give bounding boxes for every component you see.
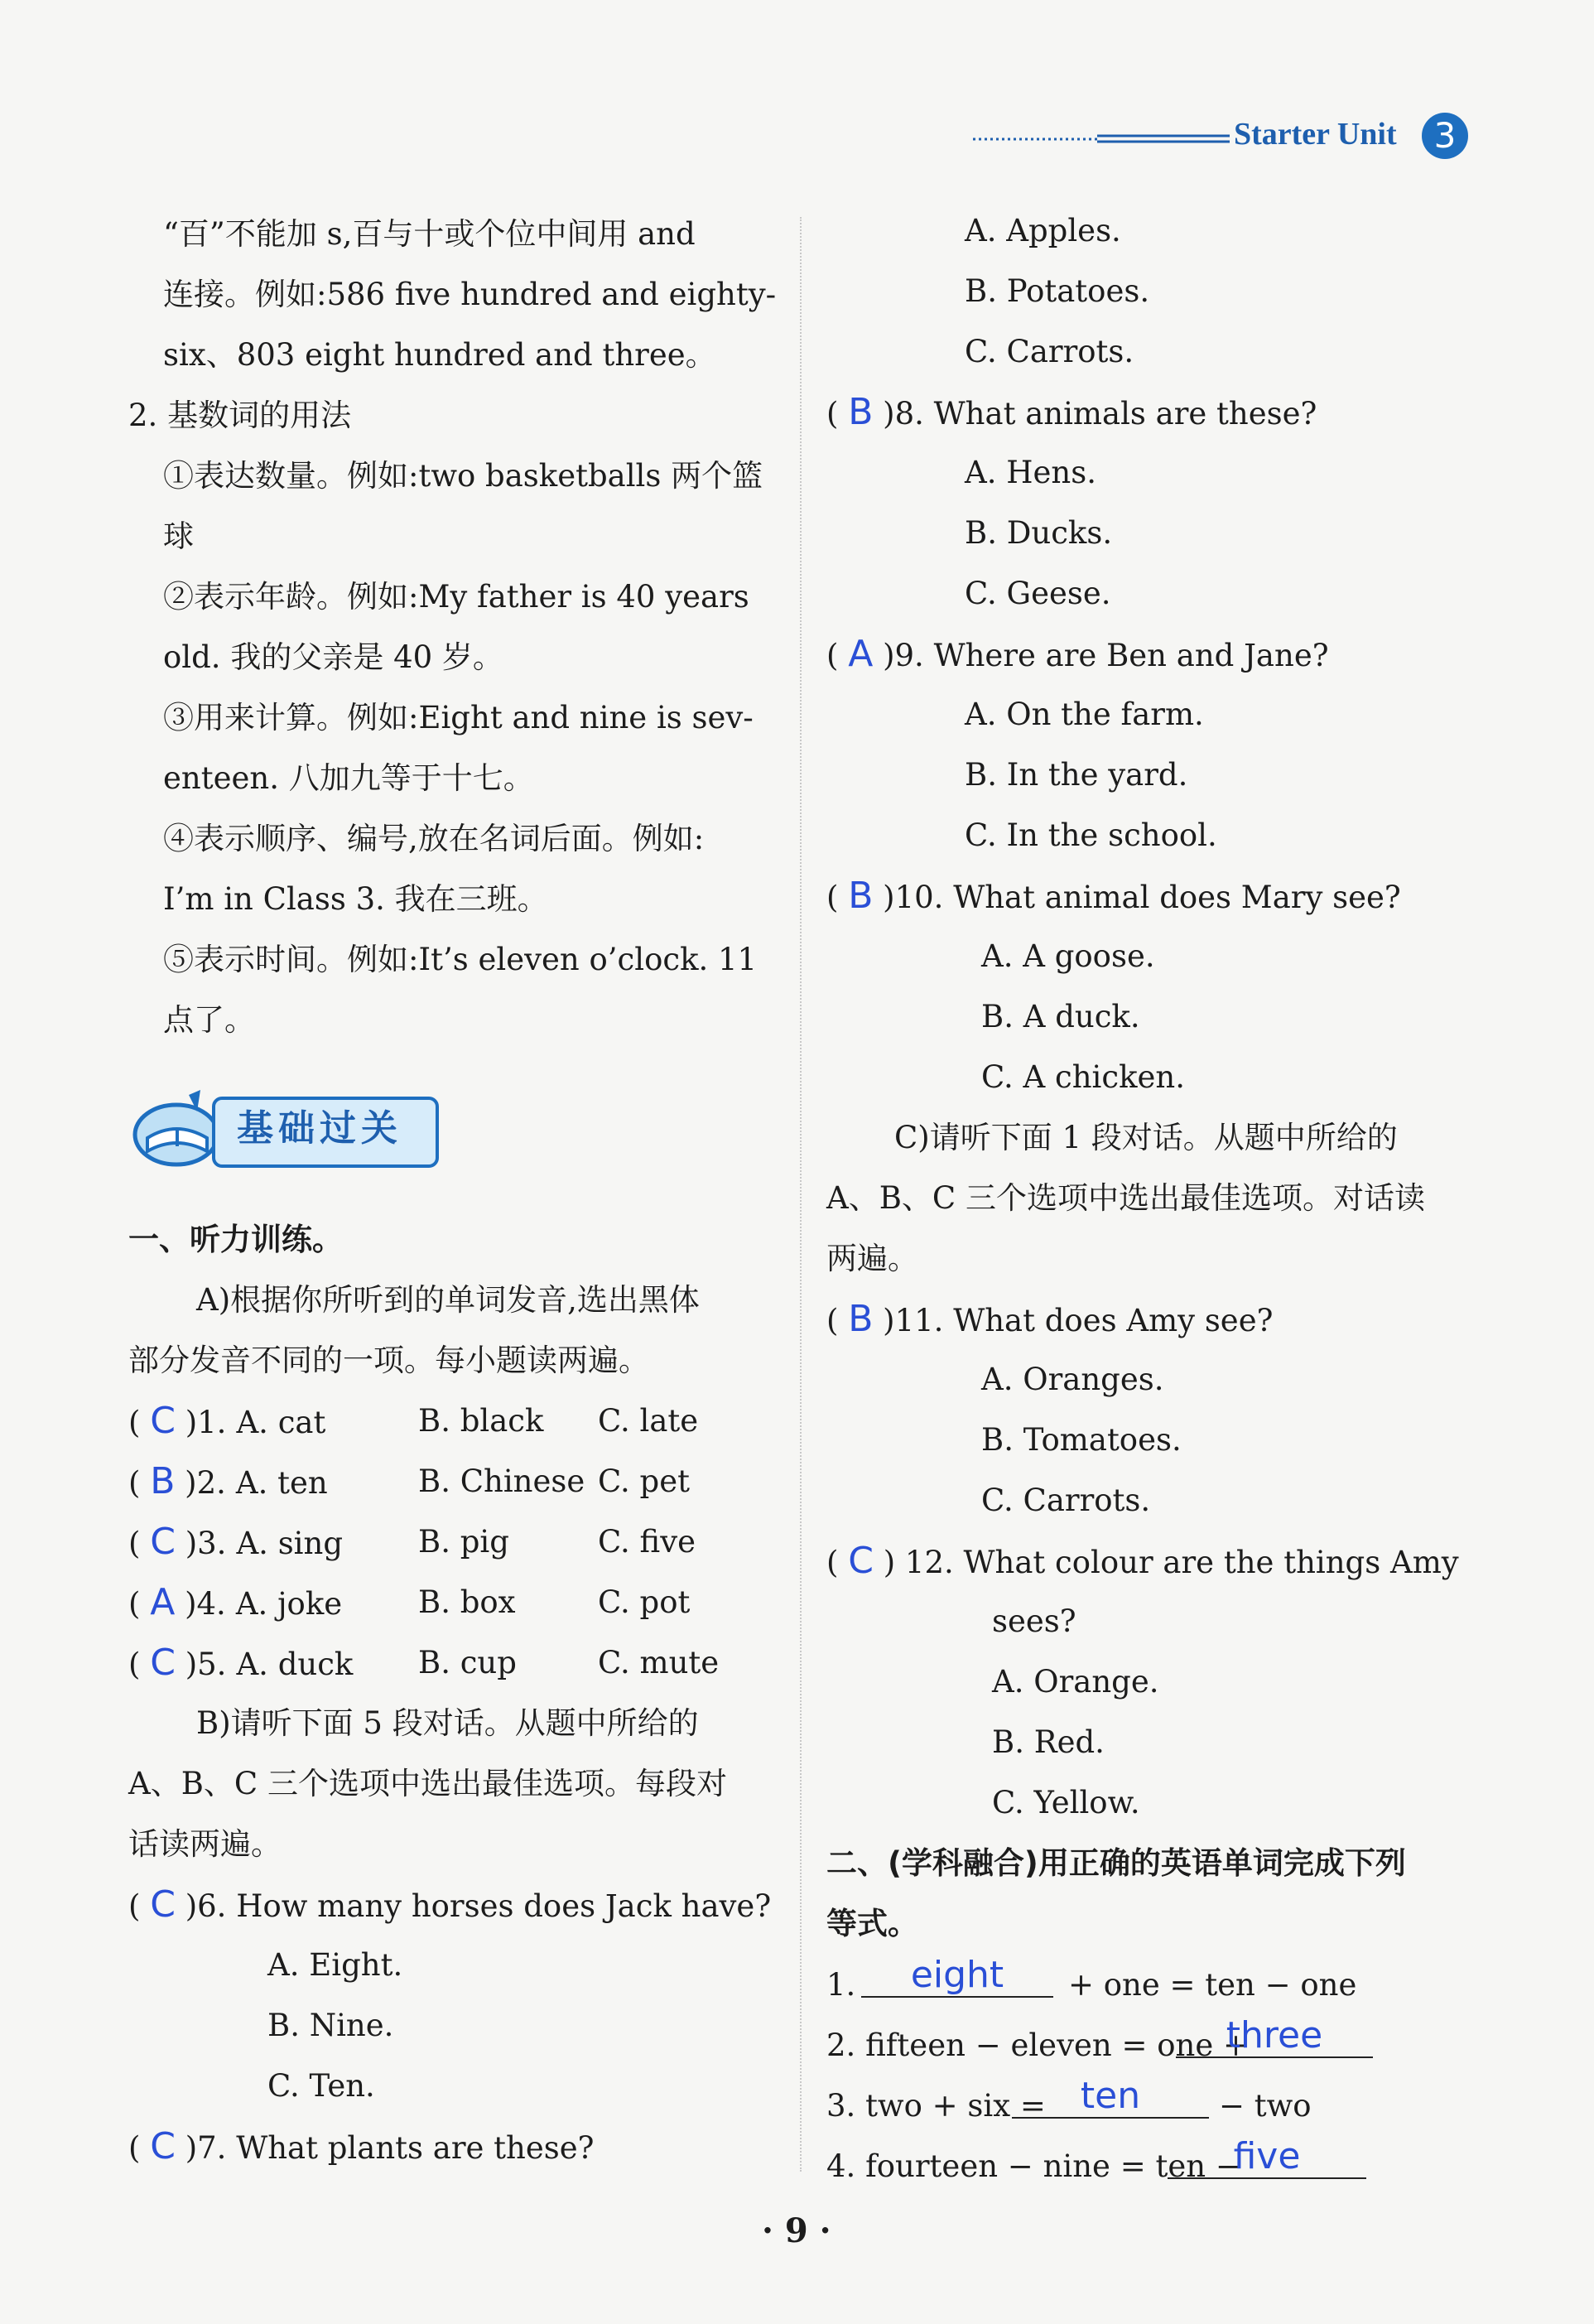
a-item-option-c: C. mute [598,1645,720,1680]
answer-9: A [848,633,874,675]
option: A. Orange. [992,1664,1159,1700]
a-item-answer: A [150,1581,176,1623]
question-11: ( B )11. What does Amy see? [826,1298,1274,1340]
option: A. On the farm. [965,697,1204,732]
answer-12: C [848,1540,874,1582]
equation-2-blank [1176,2056,1373,2058]
equation-2-answer: three [1226,2014,1323,2056]
equation-1-blank [861,1996,1053,1998]
a-item-option-b: B. Chinese [418,1463,585,1499]
part1-b-intro: A、B、C 三个选项中选出最佳选项。每段对 [128,1766,727,1801]
question-6: ( C )6. How many horses does Jack have? [128,1883,772,1926]
equation-2-prefix: 2. fifteen − eleven = one + [826,2027,1249,2063]
a-item-3: ( C )3. A. sing [128,1521,344,1563]
equation-4-blank [1168,2177,1366,2179]
question-8: ( B )8. What animals are these? [826,391,1317,433]
section-banner-label: 基础过关 [237,1107,402,1150]
a-item-1: ( C )1. A. cat [128,1400,326,1442]
note-line: 连接。例如:586 five hundred and eighty- [163,277,777,312]
a-item-option-b: B. box [418,1584,516,1620]
option: C. A chicken. [981,1059,1186,1095]
question-10: ( B )10. What animal does Mary see? [826,875,1401,917]
equation-1-answer: eight [910,1954,1004,1996]
a-item-option-c: C. late [598,1403,699,1439]
a-item-5: ( C )5. A. duck [128,1642,354,1684]
option: A. A goose. [981,938,1155,974]
equation-3-suffix: − two [1219,2088,1312,2124]
a-item-4: ( A )4. A. joke [128,1581,343,1623]
a-item-option-a: A. joke [235,1586,343,1622]
book-icon [131,1087,222,1169]
a-item-number: )2. [185,1465,226,1501]
answer-6: C [150,1883,176,1926]
a-item-answer: B [150,1460,176,1502]
option: B. In the yard. [965,757,1188,793]
column-divider [800,217,802,2172]
question-12: ( C ) 12. What colour are the things Amy [826,1540,1459,1582]
a-item-option-c: C. pet [598,1463,690,1499]
equation-1-prefix: 1. [826,1967,856,2003]
a-item-option-a: A. sing [236,1526,344,1561]
option: C. Ten. [267,2068,375,2104]
note-line: six、803 eight hundred and three。 [163,337,716,373]
note-line: enteen. 八加九等于十七。 [163,760,534,796]
note-line: ③用来计算。例如:Eight and nine is sev- [163,700,754,735]
option: A. Oranges. [981,1362,1164,1397]
question-7: ( C )7. What plants are these? [128,2125,595,2167]
a-item-answer: C [150,1642,176,1684]
header-dotted-line [973,131,1230,147]
a-item-number: )3. [185,1526,227,1561]
option: A. Eight. [267,1947,403,1983]
answer-11: B [848,1298,874,1340]
part1-a-intro: A)根据你所听到的单词发音,选出黑体 [196,1282,700,1318]
note-line: 球 [163,518,194,554]
a-item-number: )5. [185,1647,227,1682]
note-heading: 2. 基数词的用法 [128,398,352,433]
a-item-number: )1. [185,1405,227,1440]
a-item-option-c: C. pot [598,1584,691,1620]
option: C. Carrots. [981,1483,1151,1518]
a-item-option-b: B. black [418,1403,544,1439]
option: B. A duck. [981,999,1140,1034]
a-item-2: ( B )2. A. ten [128,1460,328,1502]
part2-title: 等式。 [826,1906,918,1941]
part1-title: 一、听力训练。 [128,1222,343,1257]
note-line: ⑤表示时间。例如:It’s eleven o’clock. 11 [163,942,758,977]
note-line: 点了。 [163,1002,255,1038]
note-line: I’m in Class 3. 我在三班。 [163,881,548,917]
option: B. Tomatoes. [981,1422,1182,1458]
option: C. Geese. [965,576,1111,611]
note-line: old. 我的父亲是 40 岁。 [163,639,503,675]
note-line: ②表示年龄。例如:My father is 40 years [163,579,749,615]
option: B. Red. [992,1724,1105,1760]
equation-3-blank [1012,2117,1209,2119]
option: C. Yellow. [992,1785,1140,1820]
a-item-answer: C [150,1521,176,1563]
a-item-option-b: B. cup [418,1645,517,1680]
equation-3-prefix: 3. two + six = [826,2088,1046,2124]
equation-4-prefix: 4. fourteen − nine = ten − [826,2148,1241,2184]
answer-7: C [150,2125,176,2167]
option: B. Potatoes. [965,273,1150,309]
a-item-option-a: A. duck [236,1647,354,1682]
part1-c-intro: C)请听下面 1 段对话。从题中所给的 [894,1120,1398,1155]
note-line: ①表达数量。例如:two basketballs 两个篮 [163,458,763,494]
option: C. Carrots. [965,334,1134,369]
option: B. Ducks. [965,515,1113,551]
part1-b-intro: 话读两遍。 [128,1826,282,1862]
option: A. Apples. [965,213,1121,248]
option: A. Hens. [965,455,1096,490]
a-item-number: )4. [185,1586,226,1622]
note-line: “百”不能加 s,百与十或个位中间用 and [163,216,696,252]
a-item-answer: C [150,1400,176,1442]
equation-1-suffix: + one = ten − one [1068,1967,1357,2003]
unit-number-badge: 3 [1422,113,1468,159]
a-item-option-a: A. ten [235,1465,328,1501]
option: B. Nine. [267,2008,394,2043]
option: C. In the school. [965,817,1217,853]
part1-a-intro: 部分发音不同的一项。每小题读两遍。 [128,1343,649,1378]
a-item-option-c: C. five [598,1524,696,1560]
part1-c-intro: 两遍。 [826,1241,918,1276]
a-item-option-b: B. pig [418,1524,509,1560]
answer-8: B [848,391,874,433]
question-12-cont: sees? [992,1603,1076,1639]
equation-3-answer: ten [1080,2075,1141,2117]
a-item-option-a: A. cat [236,1405,326,1440]
part1-c-intro: A、B、C 三个选项中选出最佳选项。对话读 [826,1180,1425,1216]
equation-4-answer: five [1233,2135,1301,2177]
page-number: · 9 · [762,2211,831,2250]
part2-title: 二、(学科融合)用正确的英语单词完成下列 [826,1845,1406,1881]
unit-title: Starter Unit [1234,117,1397,152]
note-line: ④表示顺序、编号,放在名词后面。例如: [163,821,705,856]
answer-10: B [848,875,874,917]
part1-b-intro: B)请听下面 5 段对话。从题中所给的 [196,1705,699,1741]
question-9: ( A )9. Where are Ben and Jane? [826,633,1329,675]
